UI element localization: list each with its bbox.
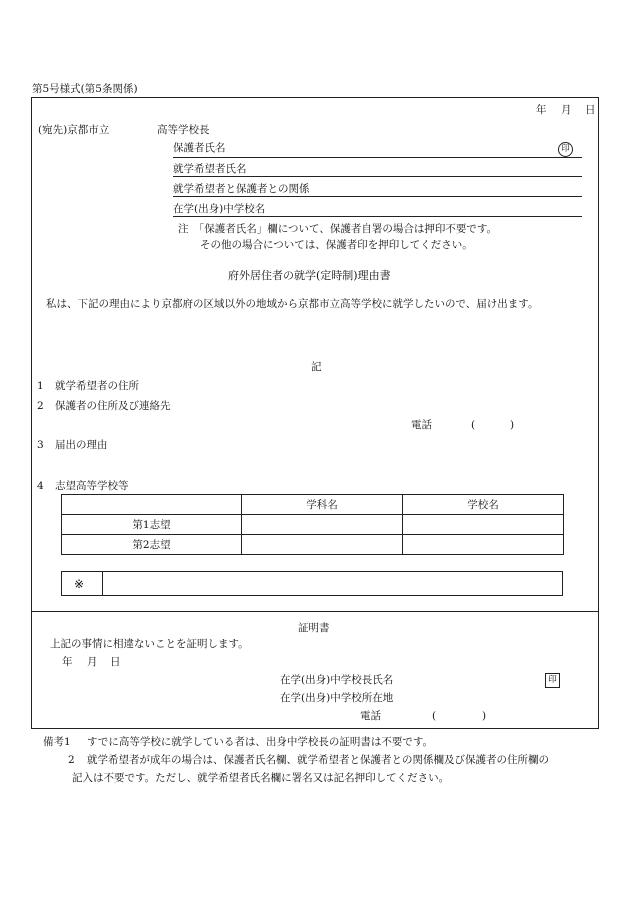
second-choice-school-cell[interactable] bbox=[403, 535, 564, 555]
table-header-row bbox=[62, 495, 564, 515]
certificate-year[interactable]: 年 bbox=[62, 656, 73, 668]
applicant-name-label: 就学希望者氏名 bbox=[173, 163, 247, 175]
certificate-month[interactable]: 月 bbox=[87, 656, 98, 668]
remark-1-label: 備考1 bbox=[43, 736, 71, 748]
item-2-label: 保護者の住所及び連絡先 bbox=[55, 400, 171, 412]
second-choice-department-cell[interactable] bbox=[242, 535, 403, 555]
applicant-name-field[interactable] bbox=[173, 176, 582, 177]
addressee-suffix: 高等学校長 bbox=[157, 124, 210, 136]
middle-school-label: 在学(出身)中学校名 bbox=[173, 203, 266, 215]
school-phone-open: ( bbox=[432, 710, 437, 722]
addressee-prefix: (宛先)京都市立 bbox=[38, 124, 110, 136]
second-choice-label: 第2志望 bbox=[62, 535, 242, 555]
middle-school-field[interactable] bbox=[173, 216, 582, 217]
ki-heading: 記 bbox=[311, 361, 322, 373]
relationship-field[interactable] bbox=[173, 196, 582, 197]
document-title: 府外居住者の就学(定時制)理由書 bbox=[228, 269, 391, 282]
item-1-label: 就学希望者の住所 bbox=[55, 380, 139, 392]
guardian-name-label: 保護者氏名 bbox=[173, 142, 226, 154]
remark-2-line-1: 就学希望者が成年の場合は、保護者氏名欄、就学希望者と保護者との関係欄及び保護者の住所欄の bbox=[87, 754, 549, 766]
date-year[interactable]: 年 bbox=[536, 104, 547, 116]
statement-text: 私は、下記の理由により京都府の区域以外の地域から京都市立高等学校に就学したいので、届け出ます。 bbox=[46, 298, 539, 310]
note-box bbox=[61, 571, 563, 596]
guardian-phone-close: ) bbox=[510, 419, 515, 431]
item-3-label: 届出の理由 bbox=[55, 439, 108, 451]
principal-name-label: 在学(出身)中学校長氏名 bbox=[280, 674, 394, 686]
guardian-name-field[interactable] bbox=[173, 157, 582, 158]
form-id: 第5号様式(第5条関係) bbox=[32, 83, 138, 95]
item-3-number: 3 bbox=[37, 439, 44, 451]
school-choice-table bbox=[61, 494, 564, 555]
first-choice-department-cell[interactable] bbox=[242, 515, 403, 535]
asterisk-mark-icon: ※ bbox=[74, 577, 85, 591]
first-choice-label: 第1志望 bbox=[62, 515, 242, 535]
remark-1-text: すでに高等学校に就学している者は、出身中学校長の証明書は不要です。 bbox=[87, 736, 433, 748]
guardian-phone-open: ( bbox=[471, 419, 476, 431]
guardian-seal-icon: 印 bbox=[558, 142, 573, 157]
relationship-label: 就学希望者と保護者との関係 bbox=[173, 183, 310, 195]
date-day[interactable]: 日 bbox=[585, 104, 596, 116]
certificate-text: 上記の事情に相違ないことを証明します。 bbox=[50, 638, 249, 650]
remark-2-line-2: 記入は不要です。ただし、就学希望者氏名欄に署名又は記名押印してください。 bbox=[72, 772, 450, 784]
note-line-1: 注 「保護者氏名」欄について、保護者自署の場合は押印不要です。 bbox=[178, 223, 497, 235]
guardian-phone-label: 電話 bbox=[411, 419, 432, 431]
table-row bbox=[62, 515, 564, 535]
school-phone-close: ) bbox=[482, 710, 487, 722]
certificate-divider bbox=[31, 611, 599, 612]
date-month[interactable]: 月 bbox=[561, 104, 572, 116]
table-header-cell: 学科名 bbox=[242, 495, 403, 515]
table-row bbox=[62, 535, 564, 555]
principal-seal-icon: 印 bbox=[545, 673, 560, 688]
remark-2-number: 2 bbox=[68, 754, 75, 766]
note-line-2: その他の場合については、保護者印を押印してください。 bbox=[200, 239, 473, 251]
school-address-label: 在学(出身)中学校所在地 bbox=[280, 692, 394, 704]
item-1-number: 1 bbox=[37, 380, 44, 392]
school-phone-label: 電話 bbox=[360, 710, 381, 722]
item-2-number: 2 bbox=[37, 400, 44, 412]
table-header-cell bbox=[62, 495, 242, 515]
item-4-number: 4 bbox=[37, 480, 44, 492]
certificate-day[interactable]: 日 bbox=[110, 656, 121, 668]
table-header-cell: 学校名 bbox=[403, 495, 564, 515]
first-choice-school-cell[interactable] bbox=[403, 515, 564, 535]
certificate-title: 証明書 bbox=[298, 622, 330, 634]
item-4-label: 志望高等学校等 bbox=[55, 480, 129, 492]
note-box-divider bbox=[102, 572, 103, 595]
